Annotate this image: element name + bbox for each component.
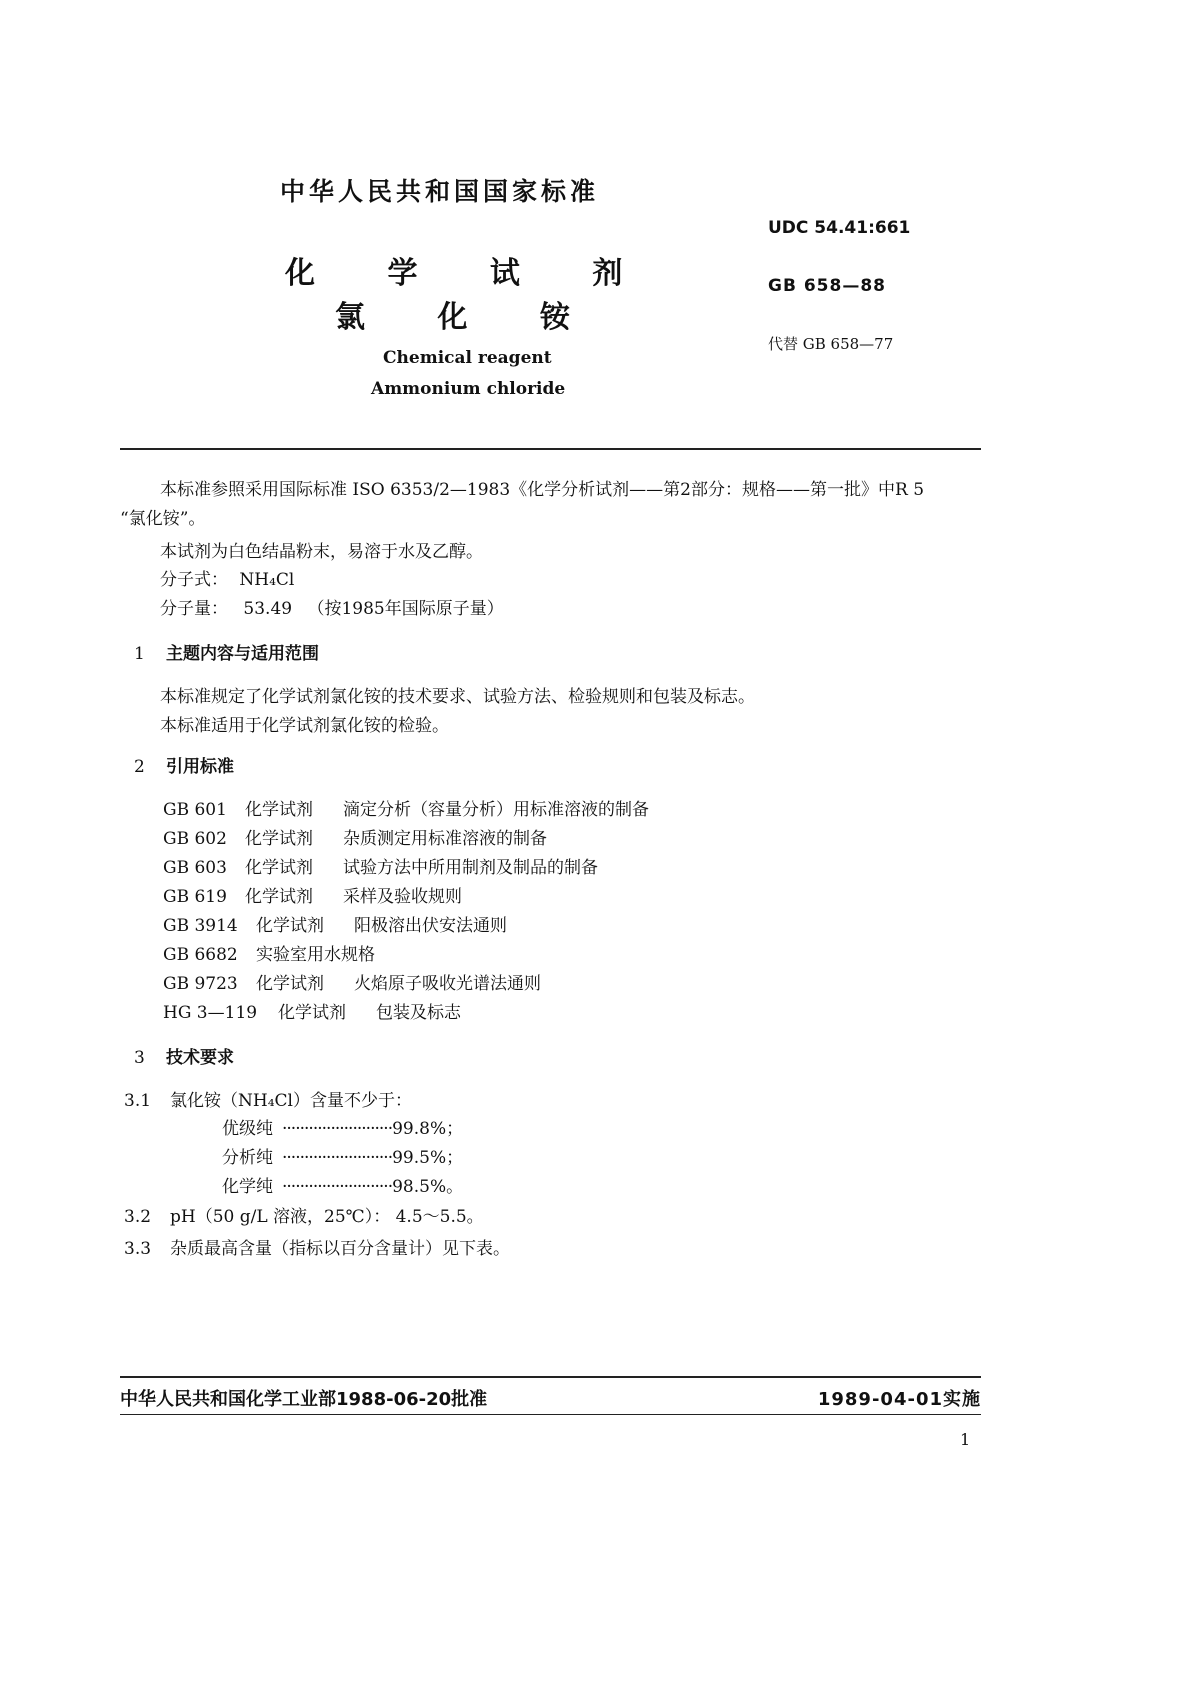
reference-row xyxy=(163,853,598,878)
section-number: 1 xyxy=(134,644,145,664)
reference-title: 采样及验收规则 xyxy=(343,887,462,907)
grade-name: 优级纯 xyxy=(222,1119,273,1139)
clause-text: 杂质最高含量（指标以百分含量计）见下表。 xyxy=(170,1239,510,1259)
reference-group: 化学试剂 xyxy=(245,829,313,849)
reference-code: GB 9723 xyxy=(163,974,238,994)
reference-title: 杂质测定用标准溶液的制备 xyxy=(343,829,547,849)
gb-number: GB 658—88 xyxy=(768,276,886,296)
section-1-para2: 本标准适用于化学试剂氯化铵的检验。 xyxy=(160,716,449,736)
reference-group: 化学试剂 xyxy=(256,974,324,994)
reference-row xyxy=(163,824,547,849)
formula-label: 分子式： xyxy=(160,570,228,590)
reference-title: 阳极溶出伏安法通则 xyxy=(354,916,507,936)
mass-value: 53.49 xyxy=(243,599,293,619)
reference-title: 火焰原子吸收光谱法通则 xyxy=(354,974,541,994)
section-number: 2 xyxy=(134,757,145,777)
effective-date: 1989-04-01实施 xyxy=(817,1389,981,1410)
clause-3-3 xyxy=(124,1234,510,1259)
reference-row xyxy=(163,882,462,907)
mass-row xyxy=(160,594,504,619)
title-cn-line1: 化 学 试 剂 xyxy=(285,256,623,291)
reference-code: GB 3914 xyxy=(163,916,238,936)
clause-3-2 xyxy=(124,1202,484,1227)
clause-number: 3.3 xyxy=(124,1239,152,1259)
reference-code: GB 6682 xyxy=(163,945,238,965)
grade-row xyxy=(222,1143,463,1168)
title-en-line1: Chemical reagent xyxy=(383,348,552,368)
grade-dots: ························· xyxy=(282,1177,393,1197)
grade-name: 分析纯 xyxy=(222,1148,273,1168)
intro-line3: 本试剂为白色结晶粉末，易溶于水及乙醇。 xyxy=(160,542,483,562)
clause-3-1 xyxy=(124,1086,412,1111)
formula-row xyxy=(160,565,294,590)
reference-row xyxy=(163,940,375,965)
section-1-para1: 本标准规定了化学试剂氯化铵的技术要求、试验方法、检验规则和包装及标志。 xyxy=(160,687,755,707)
country-standard-heading: 中华人民共和国国家标准 xyxy=(280,177,600,206)
section-title: 引用标准 xyxy=(166,757,234,777)
reference-code: GB 602 xyxy=(163,829,227,849)
header-divider xyxy=(120,448,981,450)
section-2-heading xyxy=(134,752,234,777)
title-en-line2: Ammonium chloride xyxy=(371,379,566,399)
clause-number: 3.2 xyxy=(124,1207,152,1227)
reference-code: GB 603 xyxy=(163,858,227,878)
section-title: 主题内容与适用范围 xyxy=(166,644,319,664)
grade-value: 99.5%； xyxy=(392,1148,464,1168)
grade-value: 98.5%。 xyxy=(392,1177,464,1197)
mass-note: （按1985年国际原子量） xyxy=(307,599,504,619)
reference-code: GB 601 xyxy=(163,800,227,820)
reference-group: 实验室用水规格 xyxy=(256,945,375,965)
intro-line1: 本标准参照采用国际标准 ISO 6353/2—1983《化学分析试剂——第2部分：规格——第一批》中R 5 xyxy=(160,480,925,500)
grade-value: 99.8%； xyxy=(392,1119,464,1139)
clause-text: pH（50 g/L 溶液，25℃）： 4.5～5.5。 xyxy=(170,1207,484,1227)
section-number: 3 xyxy=(134,1048,145,1068)
grade-row xyxy=(222,1114,463,1139)
reference-row xyxy=(163,998,461,1023)
reference-row xyxy=(163,911,507,936)
udc-code: UDC 54.41:661 xyxy=(768,218,911,238)
reference-code: HG 3—119 xyxy=(163,1003,258,1023)
section-1-heading xyxy=(134,639,319,664)
reference-group: 化学试剂 xyxy=(245,858,313,878)
reference-title: 包装及标志 xyxy=(376,1003,461,1023)
intro-line2: “氯化铵”。 xyxy=(120,509,206,529)
reference-group: 化学试剂 xyxy=(256,916,324,936)
mass-label: 分子量： xyxy=(160,599,228,619)
clause-number: 3.1 xyxy=(124,1091,152,1111)
section-title: 技术要求 xyxy=(166,1048,234,1068)
formula-value: NH₄Cl xyxy=(239,570,295,590)
approval-line: 中华人民共和国化学工业部1988-06-20批准 xyxy=(120,1389,488,1410)
section-3-heading xyxy=(134,1043,234,1068)
clause-text: 氯化铵（NH₄Cl）含量不少于： xyxy=(170,1091,412,1111)
reference-group: 化学试剂 xyxy=(245,887,313,907)
reference-title: 滴定分析（容量分析）用标准溶液的制备 xyxy=(343,800,649,820)
reference-title: 试验方法中所用制剂及制品的制备 xyxy=(343,858,598,878)
grade-dots: ························· xyxy=(282,1148,393,1168)
reference-row xyxy=(163,795,649,820)
grade-name: 化学纯 xyxy=(222,1177,273,1197)
grade-dots: ························· xyxy=(282,1119,393,1139)
reference-code: GB 619 xyxy=(163,887,227,907)
title-cn-line2: 氯 化 铵 xyxy=(335,300,570,335)
reference-row xyxy=(163,969,541,994)
replaces-standard: 代替 GB 658—77 xyxy=(768,335,894,353)
reference-group: 化学试剂 xyxy=(278,1003,346,1023)
page-number: 1 xyxy=(960,1430,971,1449)
footer-divider-top xyxy=(120,1376,981,1378)
reference-group: 化学试剂 xyxy=(245,800,313,820)
grade-row xyxy=(222,1172,463,1197)
footer-divider-bottom xyxy=(120,1414,981,1415)
